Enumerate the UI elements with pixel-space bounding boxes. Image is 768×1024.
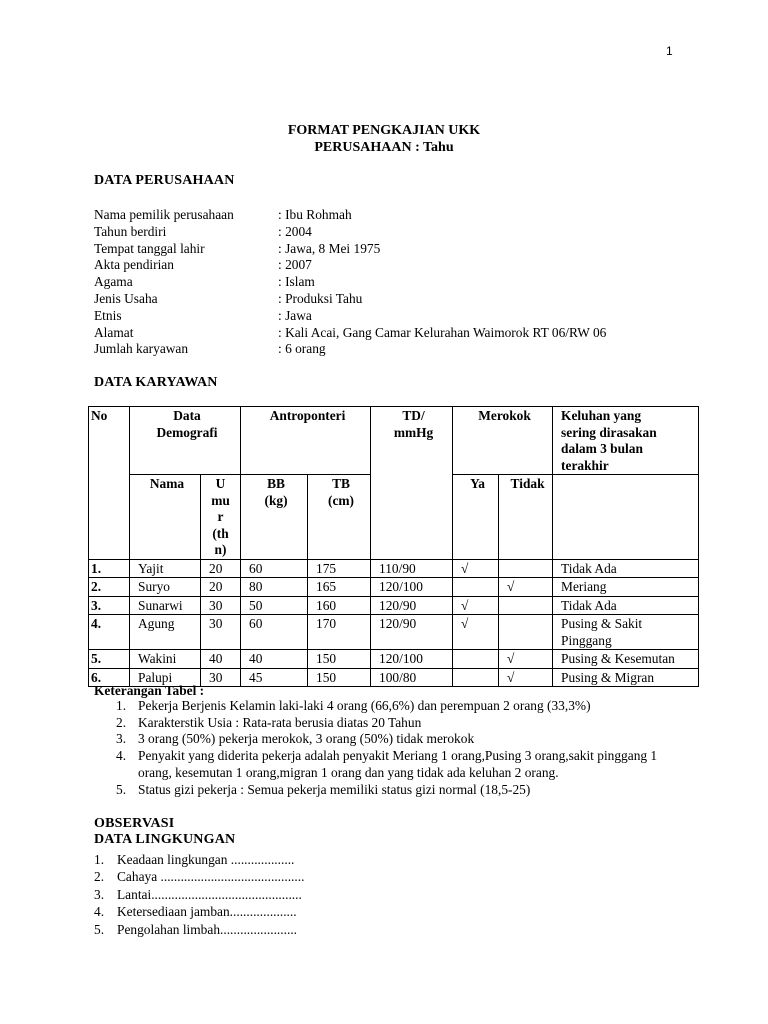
cell-bb: 60 <box>241 559 308 578</box>
legend-item-text: 3 orang (50%) pekerja merokok, 3 orang (50%) tidak merokok <box>138 731 475 747</box>
cell-bb: 40 <box>241 650 308 669</box>
cell-umur: 20 <box>201 578 241 597</box>
legend-item-number: 3. <box>116 731 127 747</box>
umur-l2: mu <box>211 492 230 508</box>
environment-item-text: Lantai............................................. <box>117 886 302 902</box>
cell-keluhan-line1: Pusing & Sakit <box>561 616 643 631</box>
environment-item-text: Keadaan lingkungan ................... <box>117 852 295 867</box>
company-field-row <box>94 291 714 308</box>
employee-section-heading: DATA KARYAWAN <box>94 375 218 390</box>
company-field-value: : Kali Acai, Gang Camar Kelurahan Waimorok RT 06/RW 06 <box>278 324 607 340</box>
cell-keluhan: Pusing & Migran <box>553 668 699 687</box>
legend-item-number: 1. <box>116 698 127 713</box>
cell-td: 120/90 <box>371 615 453 650</box>
company-field-value: : Ibu Rohmah <box>278 207 352 222</box>
company-field-label: Tahun berdiri <box>94 223 167 239</box>
cell-tidak: √ <box>499 668 553 687</box>
legend-item <box>92 715 692 732</box>
cell-ya: √ <box>453 615 499 650</box>
cell-tidak: √ <box>499 650 553 669</box>
keluhan-line3: dalam 3 bulan <box>561 441 643 456</box>
table-row <box>89 578 699 597</box>
company-field-value: : 2004 <box>278 223 312 239</box>
col-tidak-header: Tidak <box>499 475 553 560</box>
bb-line1: BB <box>267 476 285 491</box>
umur-l4: (th <box>212 525 229 541</box>
keluhan-line4: terakhir <box>561 457 609 473</box>
umur-l5: n) <box>214 542 227 557</box>
company-field-label: Alamat <box>94 324 134 340</box>
cell-tb: 175 <box>308 559 371 578</box>
legend-item-number: 2. <box>116 714 127 730</box>
document-title: FORMAT PENGKAJIAN UKK <box>287 123 481 138</box>
cell-td: 120/100 <box>371 578 453 597</box>
demografi-line1: Data <box>173 408 201 423</box>
environment-item <box>94 851 494 868</box>
cell-umur: 30 <box>201 615 241 650</box>
col-keluhan-header <box>553 407 699 475</box>
legend-item-text: Penyakit yang diderita pekerja adalah penyakit Meriang 1 orang,Pusing 3 orang,sakit pinggang 1 orang, kesemutan 1 orang,migran 1 orang dan yang tidak ada keluhan 2 orang. <box>138 748 658 780</box>
col-no-header: No <box>89 407 130 560</box>
observation-heading: OBSERVASI <box>94 816 175 831</box>
cell-tb: 160 <box>308 596 371 615</box>
company-field-value: : 6 orang <box>278 341 326 357</box>
legend-title: Keterangan Tabel : <box>94 683 205 698</box>
cell-ya <box>453 578 499 597</box>
col-ya-header: Ya <box>453 475 499 560</box>
col-td-header <box>371 407 453 560</box>
company-field-row <box>94 274 714 291</box>
company-field-label: Tempat tanggal lahir <box>94 240 205 256</box>
legend-item-number: 4. <box>116 748 127 764</box>
cell-ya: √ <box>453 596 499 615</box>
cell-nama: Wakini <box>130 650 201 669</box>
environment-item-number: 5. <box>94 921 105 937</box>
company-field-label: Nama pemilik perusahaan <box>94 207 234 222</box>
environment-item-number: 4. <box>94 904 105 920</box>
cell-keluhan-line2: Pinggang <box>561 632 612 648</box>
cell-umur: 20 <box>201 559 241 578</box>
legend-item-number: 5. <box>116 781 127 797</box>
cell-umur: 40 <box>201 650 241 669</box>
cell-tidak <box>499 615 553 650</box>
cell-keluhan <box>553 615 699 650</box>
col-antropometri-header: Antroponteri <box>241 407 371 475</box>
col-merokok-header: Merokok <box>453 407 553 475</box>
legend-item-text: Status gizi pekerja : Semua pekerja memiliki status gizi normal (18,5-25) <box>138 781 531 797</box>
company-field-label: Etnis <box>94 307 122 323</box>
tb-line2: (cm) <box>328 492 355 508</box>
page-number: 1 <box>666 44 673 58</box>
cell-keluhan: Meriang <box>553 578 699 597</box>
td-line1: TD/ <box>402 408 425 423</box>
table-row <box>89 559 699 578</box>
cell-bb: 45 <box>241 668 308 687</box>
cell-tb: 150 <box>308 668 371 687</box>
company-field-label: Akta pendirian <box>94 257 174 273</box>
cell-umur: 30 <box>201 596 241 615</box>
environment-item-number: 2. <box>94 869 105 885</box>
employee-table-body <box>89 559 699 687</box>
legend-item <box>92 698 692 715</box>
cell-bb: 50 <box>241 596 308 615</box>
environment-item <box>94 921 494 938</box>
legend-item <box>92 731 692 748</box>
environment-item-text: Ketersediaan jamban.................... <box>117 904 297 920</box>
company-section-heading: DATA PERUSAHAAN <box>94 173 235 188</box>
environment-item <box>94 886 494 903</box>
keluhan-line1: Keluhan yang <box>561 408 642 423</box>
cell-no: 2. <box>89 578 130 597</box>
environment-item-number: 1. <box>94 852 105 867</box>
company-field-label: Agama <box>94 274 133 290</box>
cell-td: 120/100 <box>371 650 453 669</box>
document-subtitle: PERUSAHAAN : Tahu <box>314 140 454 155</box>
company-field-row <box>94 224 714 241</box>
cell-td: 100/80 <box>371 668 453 687</box>
cell-tb: 170 <box>308 615 371 650</box>
cell-keluhan: Tidak Ada <box>553 596 699 615</box>
col-bb-header <box>241 475 308 560</box>
company-field-row <box>94 308 714 325</box>
cell-no: 4. <box>89 615 130 650</box>
environment-heading: DATA LINGKUNGAN <box>94 832 236 847</box>
cell-tidak <box>499 559 553 578</box>
company-field-label: Jenis Usaha <box>94 291 158 306</box>
td-line2: mmHg <box>393 424 434 440</box>
tb-line1: TB <box>332 476 350 491</box>
keluhan-line2: sering dirasakan <box>561 424 657 440</box>
company-field-row <box>94 241 714 258</box>
cell-nama: Palupi <box>130 668 201 687</box>
company-field-row <box>94 257 714 274</box>
cell-tb: 150 <box>308 650 371 669</box>
col-tb-header <box>308 475 371 560</box>
company-field-row <box>94 325 714 342</box>
cell-keluhan: Tidak Ada <box>553 559 699 578</box>
company-field-value: : Jawa, 8 Mei 1975 <box>278 240 381 256</box>
cell-nama: Suryo <box>130 578 201 597</box>
umur-l3: r <box>217 509 224 524</box>
legend-item-text: Karakterstik Usia : Rata-rata berusia diatas 20 Tahun <box>138 714 422 730</box>
cell-td: 110/90 <box>371 559 453 578</box>
table-row <box>89 650 699 669</box>
company-field-value: : Jawa <box>278 307 312 323</box>
cell-td: 120/90 <box>371 596 453 615</box>
bb-line2: (kg) <box>264 492 288 508</box>
cell-ya <box>453 668 499 687</box>
cell-bb: 60 <box>241 615 308 650</box>
cell-keluhan: Pusing & Kesemutan <box>553 650 699 669</box>
col-nama-header: Nama <box>130 475 201 560</box>
environment-item-text: Cahaya ........................................... <box>117 869 305 885</box>
environment-list <box>94 851 494 938</box>
cell-umur: 30 <box>201 668 241 687</box>
employee-table <box>88 406 699 687</box>
col-demografi-header <box>130 407 241 475</box>
legend-list <box>92 698 692 798</box>
legend-item <box>92 748 692 781</box>
umur-l1: U <box>215 476 226 491</box>
environment-item <box>94 903 494 920</box>
company-field-row <box>94 207 714 224</box>
environment-item-number: 3. <box>94 886 105 902</box>
company-field-value: : 2007 <box>278 257 312 273</box>
demografi-line2: Demografi <box>156 424 218 440</box>
cell-tidak <box>499 596 553 615</box>
cell-nama: Sunarwi <box>130 596 201 615</box>
legend-item <box>92 782 692 799</box>
cell-nama: Agung <box>130 615 201 650</box>
cell-no: 3. <box>89 596 130 615</box>
cell-nama: Yajit <box>130 559 201 578</box>
table-header-row <box>89 407 699 475</box>
table-row <box>89 596 699 615</box>
cell-no: 5. <box>89 650 130 669</box>
legend-item-text: Pekerja Berjenis Kelamin laki-laki 4 orang (66,6%) dan perempuan 2 orang (33,3%) <box>138 698 591 713</box>
company-field-value: : Produksi Tahu <box>278 291 363 306</box>
cell-ya: √ <box>453 559 499 578</box>
environment-item-text: Pengolahan limbah....................... <box>117 921 298 937</box>
cell-tb: 165 <box>308 578 371 597</box>
cell-tidak: √ <box>499 578 553 597</box>
cell-bb: 80 <box>241 578 308 597</box>
cell-no: 1. <box>89 559 130 578</box>
table-row <box>89 615 699 650</box>
environment-item <box>94 868 494 885</box>
company-field-row <box>94 341 714 358</box>
company-field-label: Jumlah karyawan <box>94 341 189 357</box>
cell-no: 6. <box>89 668 130 687</box>
cell-ya <box>453 650 499 669</box>
col-umur-header <box>201 475 241 560</box>
company-field-value: : Islam <box>278 274 315 290</box>
col-keluhan-sub-empty <box>553 475 699 560</box>
